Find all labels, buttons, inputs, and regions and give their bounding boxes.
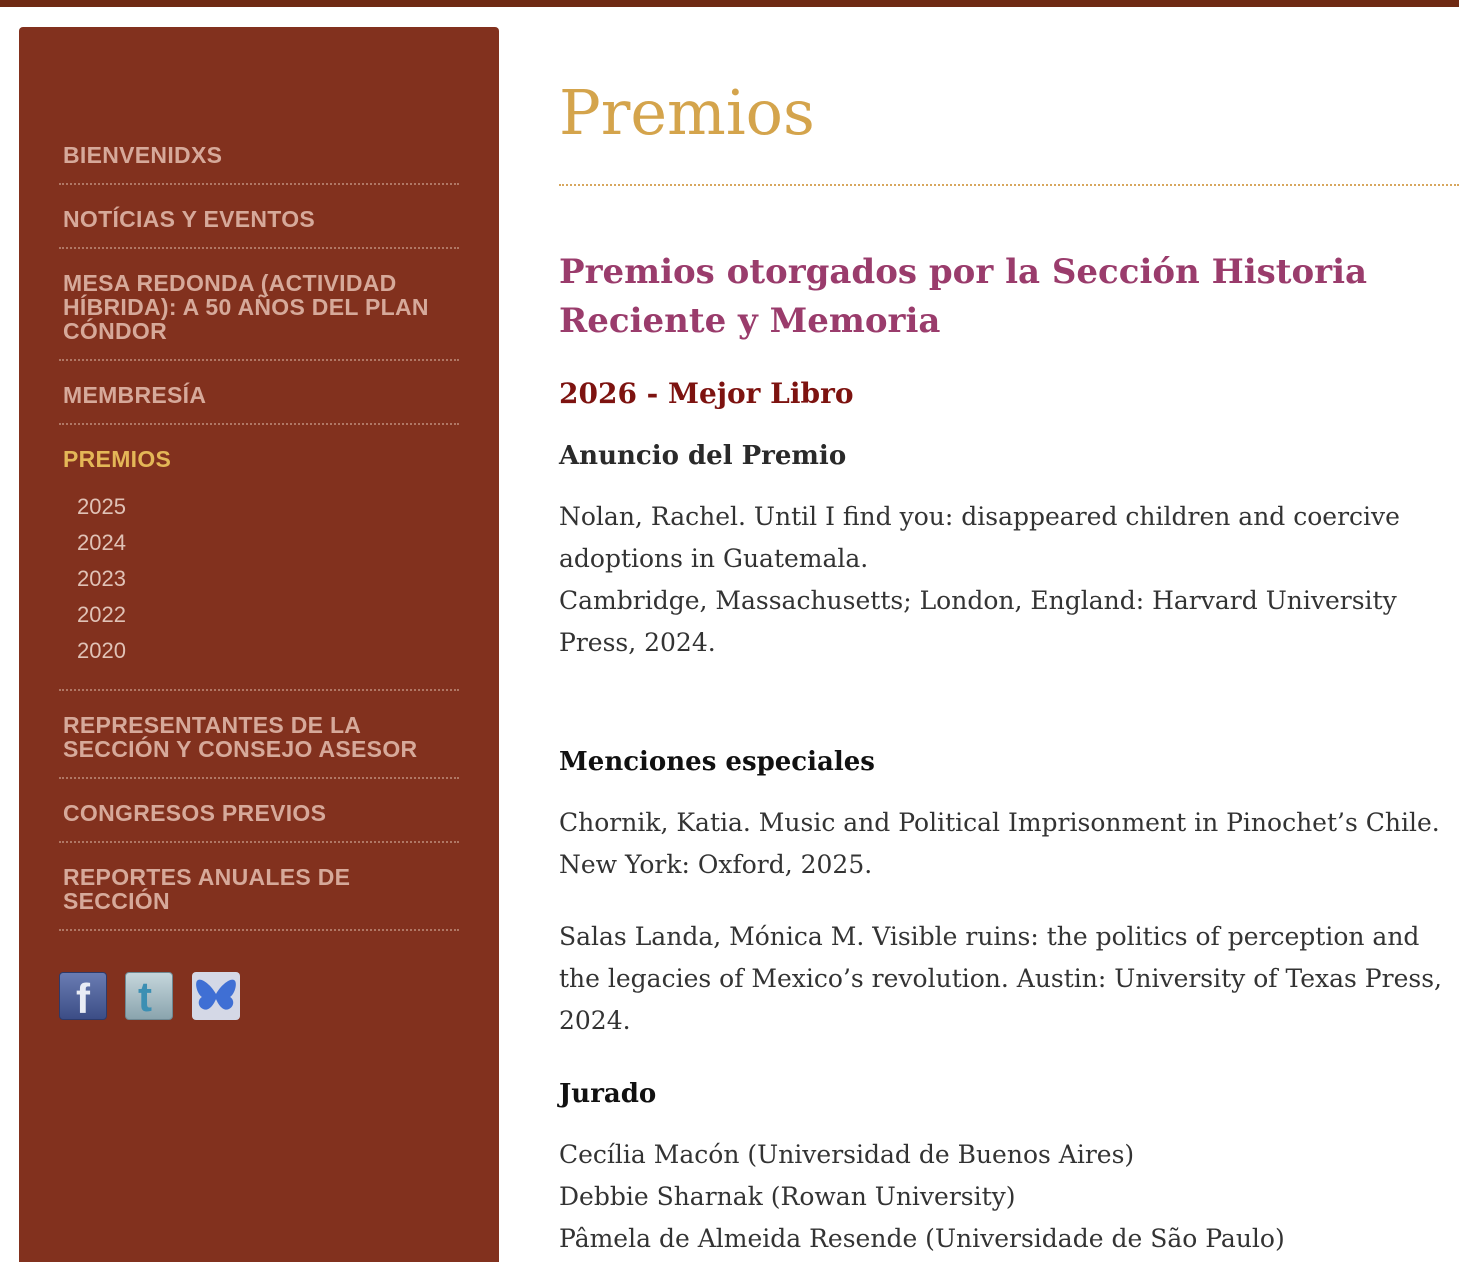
jury-member: Debbie Sharnak (Rowan University) [559,1182,1016,1211]
subnav-item-2020[interactable]: 2020 [77,638,126,663]
nav-link-reportes[interactable]: REPORTES ANUALES DE SECCIÓN [63,864,351,914]
sidebar [19,27,499,1262]
sidebar-nav [59,137,459,947]
nav-item-premios[interactable] [59,441,459,691]
top-bar [0,0,1459,7]
jury-member: Pâmela de Almeida Resende (Universidade de São Paulo) [559,1224,1285,1253]
page-title: Premios [559,76,815,149]
premios-subnav [77,489,455,669]
facebook-icon[interactable]: f [59,972,107,1020]
section-title: Premios otorgados por la Sección Historia Reciente y Memoria [559,252,1368,341]
mentions-heading: Menciones especiales [559,747,875,777]
winner-line-2: Cambridge, Massachusetts; London, England: Harvard University Press, 2024. [559,586,1397,657]
nav-link-premios[interactable]: PREMIOS [63,446,172,472]
nav-item-membresia[interactable] [59,377,459,425]
jury-member: Cecília Macón (Universidad de Buenos Aires) [559,1140,1135,1169]
nav-link-bienvenidxs[interactable]: BIENVENIDXS [63,142,223,168]
nav-item-bienvenidxs[interactable] [59,137,459,185]
bluesky-icon[interactable] [192,972,240,1020]
nav-item-reportes[interactable] [59,859,459,931]
nav-link-mesa-redonda[interactable]: MESA REDONDA (ACTIVIDAD HÍBRIDA): A 50 AÑOS DEL PLAN CÓNDOR [63,270,429,344]
nav-item-mesa-redonda[interactable] [59,265,459,361]
winner-line-1: Nolan, Rachel. Until I find you: disappeared children and coercive adoptions in Guatemala. [559,502,1400,573]
nav-link-representantes[interactable]: REPRESENTANTES DE LA SECCIÓN Y CONSEJO ASESOR [63,712,418,762]
nav-item-congresos[interactable] [59,795,459,843]
jury-list [559,1134,1459,1260]
jury-heading: Jurado [559,1079,657,1109]
nav-link-noticias[interactable]: NOTÍCIAS Y EVENTOS [63,206,316,232]
main-content [559,70,1459,1260]
subnav-item-2022[interactable]: 2022 [77,602,126,627]
nav-item-noticias[interactable] [59,201,459,249]
twitter-icon[interactable]: t [125,972,173,1020]
nav-item-representantes[interactable] [59,707,459,779]
subnav-item-2024[interactable]: 2024 [77,530,126,555]
subnav-item-2025[interactable]: 2025 [77,494,126,519]
nav-link-congresos[interactable]: CONGRESOS PREVIOS [63,800,327,826]
mention-2: Salas Landa, Mónica M. Visible ruins: the politics of perception and the legacies of Mexico’s revolution. Austin: University of Texas Press, 2024. [559,922,1442,1035]
nav-link-membresia[interactable]: MEMBRESÍA [63,382,207,408]
announcement-heading: Anuncio del Premio [559,441,847,471]
title-divider [559,184,1459,186]
award-heading: 2026 - Mejor Libro [559,377,854,410]
mention-1: Chornik, Katia. Music and Political Imprisonment in Pinochet’s Chile. New York: Oxford, 2025. [559,808,1440,879]
subnav-item-2023[interactable]: 2023 [77,566,126,591]
